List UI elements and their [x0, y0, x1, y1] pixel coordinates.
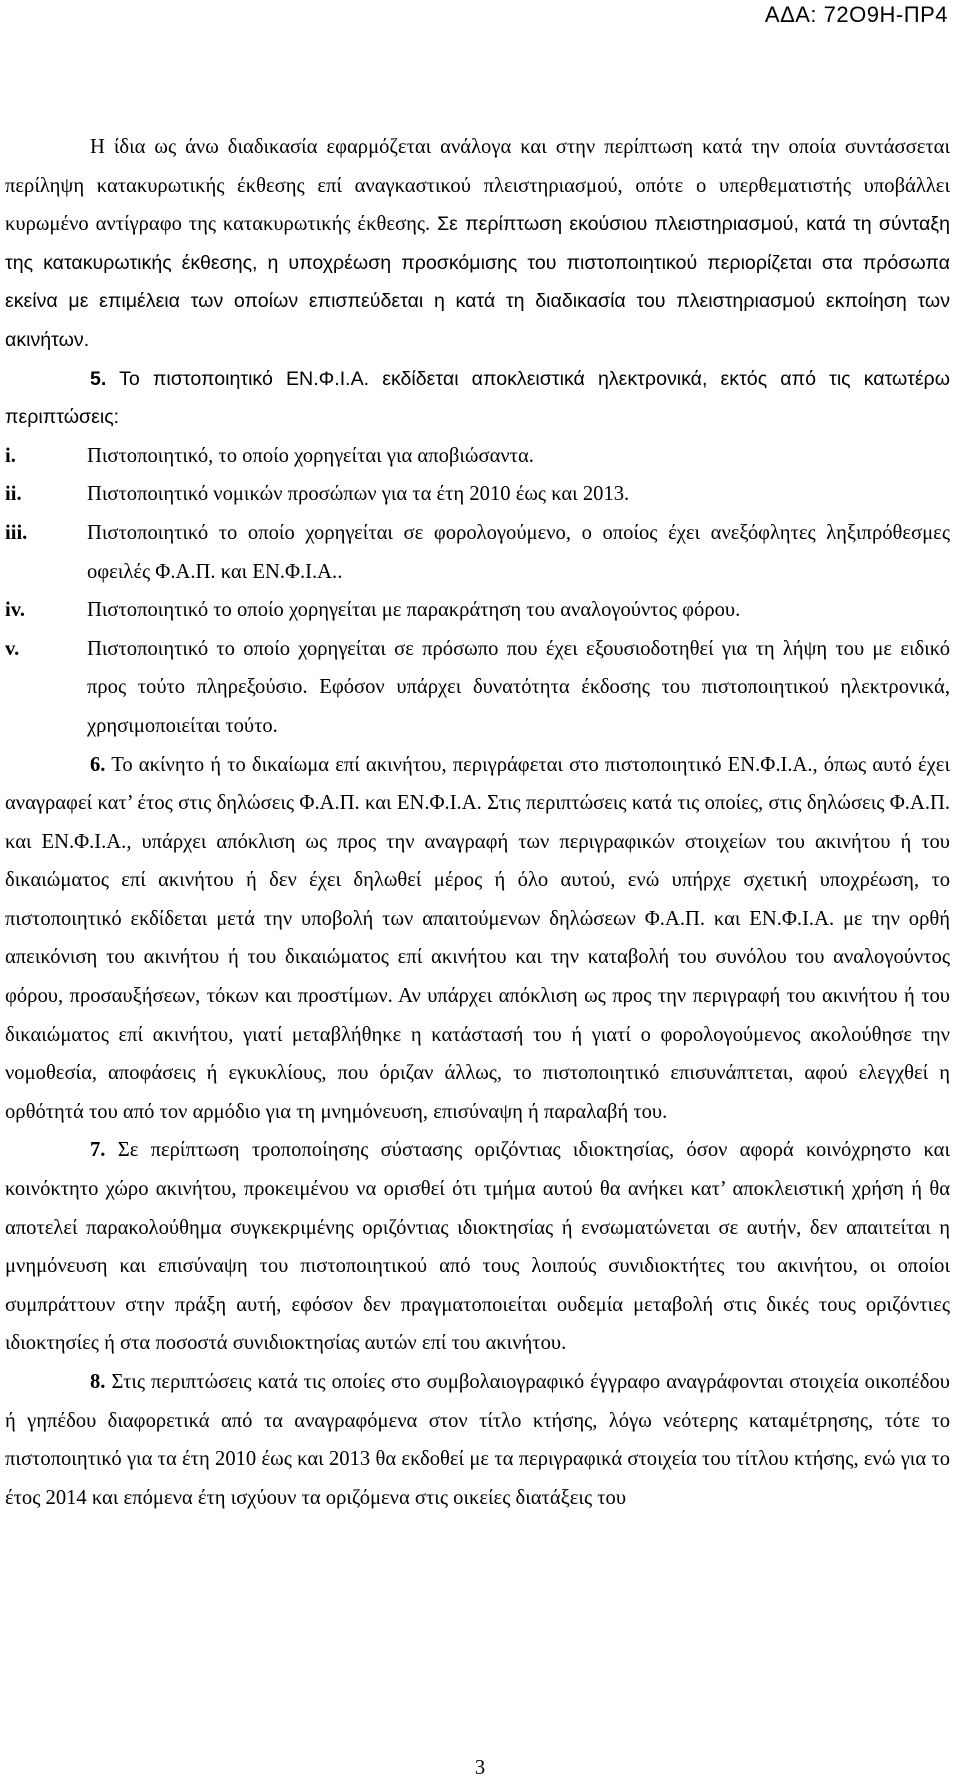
paragraph-6-text: Το ακίνητο ή το δικαίωμα επί ακινήτου, περιγράφεται στο πιστοποιητικό ΕΝ.Φ.Ι.Α., όπως αυτό έχει αναγραφεί κατ’ έτος στις δηλώσεις Φ.Α.Π. και ΕΝ.Φ.Ι.Α. Στις περιπτώσεις κατά τις οποίες, στις δηλώσεις Φ.Α.Π. και ΕΝ.Φ.Ι.Α., υπάρχει απόκλιση ως προς την αναγραφή των περιγραφικών στοιχείων του ακινήτου ή του δικαιώματος επί ακινήτου ή δεν έχει δηλωθεί μέρος ή όλο αυτού, ενώ υπήρχε σχετική υποχρέωση, το πιστοποιητικό εκδίδεται μετά την υποβολή των απαιτούμενων δηλώσεων Φ.Α.Π. και ΕΝ.Φ.Ι.Α. με την ορθή απεικόνιση του ακινήτου ή του δικαιώματος επί ακινήτου και την καταβολή του συνόλου του αναλογούντος φόρου, προσαυξήσεων, τόκων και προστίμων. Αν υπάρχει απόκλιση ως προς την περιγραφή του ακινήτου ή του δικαιώματος επί ακινήτου, γιατί μεταβλήθηκε η κατάστασή του ή γιατί ο φορολογούμενος ακολούθησε την νομοθεσία, αποφάσεις ή εγκυκλίους, που όριζαν άλλως, το πιστοποιητικό επισυνάπτεται, αφού ελεγχθεί η ορθότητά του από τον αρμόδιο για τη μνημόνευση, επισύναψη ή παραλαβή του. [5, 753, 950, 1123]
list-item-text: Πιστοποιητικό το οποίο χορηγείται σε πρόσωπο που έχει εξουσιοδοτηθεί για τη λήψη του με ειδικό προς τούτο πληρεξούσιο. Εφόσον υπάρχει δυνατότητα έκδοσης του πιστοποιητικού ηλεκτρονικά, χρησιμοποιείται τούτο. [87, 637, 950, 737]
paragraph-5-number: 5. [90, 367, 107, 390]
list-item [5, 591, 950, 630]
list-item [5, 475, 950, 514]
document-body [5, 128, 950, 1517]
paragraph-8-text: Στις περιπτώσεις κατά τις οποίες στο συμβολαιογραφικό έγγραφο αναγράφονται στοιχεία οικοπέδου ή γηπέδου διαφορετικά από τα αναγραφόμενα στον τίτλο κτήσης, λόγω νεότερης καταμέτρησης, τότε το πιστοποιητικό για τα έτη 2010 έως και 2013 θα εκδοθεί με τα περιγραφικά στοιχεία του τίτλου κτήσης, ενώ για το έτος 2014 και επόμενα έτη ισχύουν τα οριζόμενα στις οικείες διατάξεις του [5, 1371, 950, 1509]
paragraph-7-number: 7. [90, 1139, 106, 1162]
list-item-text: Πιστοποιητικό, το οποίο χορηγείται για αποβιώσαντα. [87, 444, 534, 467]
list-item-number: v. [5, 637, 20, 660]
paragraph-7-text: Σε περίπτωση τροποποίησης σύστασης οριζόντιας ιδιοκτησίας, όσον αφορά κοινόχρηστο και κοινόκτητο χώρο ακινήτου, προκειμένου να ορισθεί ότι τμήμα αυτού θα ανήκει κατ’ αποκλειστική χρήση ή θα αποτελεί παρακολούθημα συγκεκριμένης οριζόντιας ιδιοκτησίας ή ενσωματώνεται σε αυτήν, δεν απαιτείται η μνημόνευση και επισύναψη του πιστοποιητικού από τους λοιπούς συνιδιοκτήτες του ακινήτου, οι οποίοι συμπράττουν στην πράξη αυτή, εφόσον δεν πραγματοποιείται ουδεμία μεταβολή στις δικές τους οριζόντιες ιδιοκτησίες ή στα ποσοστά συνιδιοκτησίας αυτών επί του ακινήτου. [5, 1139, 950, 1355]
list-item [5, 514, 950, 591]
ada-code: ΑΔΑ: 72Ο9Η-ΠΡ4 [764, 2, 948, 27]
list-item-text: Πιστοποιητικό νομικών προσώπων για τα έτη 2010 έως και 2013. [87, 483, 630, 506]
exceptions-list [5, 437, 950, 746]
paragraph-8 [5, 1363, 950, 1517]
paragraph-5-text: Το πιστοποιητικό ΕΝ.Φ.Ι.Α. εκδίδεται αποκλειστικά ηλεκτρονικά, εκτός από τις κατωτέρω περιπτώσεις: [5, 367, 950, 429]
list-item [5, 630, 950, 746]
paragraph-procedure-text: Η ίδια ως άνω διαδικασία εφαρμόζεται ανάλογα και στην περίπτωση κατά την οποία συντάσσεται περίληψη κατακυρωτικής έκθεσης επί αναγκαστικού πλειστηριασμού, οπότε ο υπερθεματιστής υποβάλλει κυρωμένο αντίγραφο της κατακυρωτικής έκθεσης. [5, 136, 950, 236]
list-item [5, 437, 950, 476]
page-number: 3 [474, 1757, 486, 1779]
paragraph-voluntary-auction-text: Σε περίπτωση εκούσιου πλειστηριασμού, κατά τη σύνταξη της κατακυρωτικής έκθεσης, η υποχρέωση προσκόμισης του πιστοποιητικού περιορίζεται στα πρόσωπα εκείνα με επιμέλεια των οποίων επισπεύδεται η κατά τη διαδικασία του πλειστηριασμού εκποίηση των ακινήτων. [5, 213, 950, 351]
list-item-number: i. [5, 444, 16, 467]
paragraph-8-number: 8. [90, 1371, 106, 1393]
list-item-number: iii. [5, 521, 28, 544]
list-item-number: iv. [5, 599, 26, 622]
list-item-text: Πιστοποιητικό το οποίο χορηγείται με παρακράτηση του αναλογούντος φόρου. [87, 599, 741, 622]
paragraph-procedure [5, 128, 950, 360]
paragraph-5 [5, 360, 950, 437]
paragraph-7 [5, 1131, 950, 1363]
paragraph-6 [5, 746, 950, 1132]
list-item-number: ii. [5, 483, 22, 506]
paragraph-6-number: 6. [90, 753, 106, 776]
list-item-text: Πιστοποιητικό το οποίο χορηγείται σε φορολογούμενο, ο οποίος έχει ανεξόφλητες ληξιπρόθεσμες οφειλές Φ.Α.Π. και ΕΝ.Φ.Ι.Α.. [87, 521, 950, 583]
